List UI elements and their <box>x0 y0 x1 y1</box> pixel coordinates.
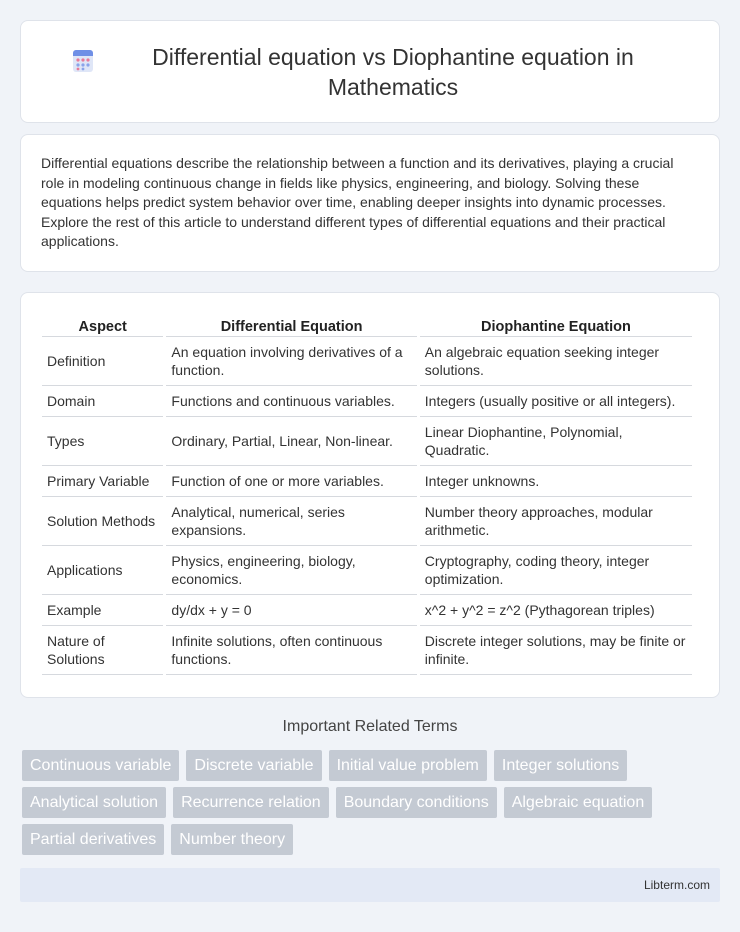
tag-continuous-variable[interactable]: Continuous variable <box>22 750 179 781</box>
table-row <box>42 466 692 497</box>
tag-algebraic-equation[interactable]: Algebraic equation <box>504 787 653 818</box>
cell-aspect: Definition <box>42 337 163 386</box>
table-row <box>42 626 692 675</box>
table-row <box>42 595 692 626</box>
footer-site-link[interactable]: Libterm.com <box>643 878 710 892</box>
table-row <box>42 546 692 595</box>
tag-initial-value-problem[interactable]: Initial value problem <box>329 750 487 781</box>
cell-aspect: Applications <box>42 546 163 595</box>
cell-differential: Infinite solutions, often continuous functions. <box>166 626 416 675</box>
cell-aspect: Types <box>42 417 163 466</box>
cell-diophantine: Cryptography, coding theory, integer optimization. <box>420 546 692 595</box>
tag-number-theory[interactable]: Number theory <box>171 824 293 855</box>
cell-aspect: Nature of Solutions <box>42 626 163 675</box>
tag-boundary-conditions[interactable]: Boundary conditions <box>336 787 497 818</box>
cell-diophantine: Linear Diophantine, Polynomial, Quadratic. <box>420 417 692 466</box>
table-row <box>42 337 692 386</box>
cell-aspect: Domain <box>42 386 163 417</box>
cell-differential: Functions and continuous variables. <box>166 386 416 417</box>
cell-differential: Function of one or more variables. <box>166 466 416 497</box>
tag-recurrence-relation[interactable]: Recurrence relation <box>173 787 329 818</box>
cell-diophantine: Discrete integer solutions, may be finite or infinite. <box>420 626 692 675</box>
header-diophantine: Diophantine Equation <box>420 313 692 337</box>
comparison-card <box>20 292 720 698</box>
cell-diophantine: Integers (usually positive or all integers). <box>420 386 692 417</box>
tag-discrete-variable[interactable]: Discrete variable <box>186 750 321 781</box>
cell-aspect: Primary Variable <box>42 466 163 497</box>
cell-diophantine: An algebraic equation seeking integer solutions. <box>420 337 692 386</box>
cell-differential: Analytical, numerical, series expansions. <box>166 497 416 546</box>
table-header-row <box>42 313 692 337</box>
title-wrap <box>70 42 670 102</box>
header-aspect: Aspect <box>42 313 163 337</box>
header-differential: Differential Equation <box>166 313 416 337</box>
cell-differential: An equation involving derivatives of a function. <box>166 337 416 386</box>
cell-differential: Ordinary, Partial, Linear, Non-linear. <box>166 417 416 466</box>
cell-aspect: Example <box>42 595 163 626</box>
document-icon <box>70 48 96 74</box>
intro-paragraph: Differential equations describe the relationship between a function and its derivatives, playing a crucial role in modeling continuous change in fields like physics, engineering, and biology. Solving these equations helps predict system behavior over time, enabling deeper insights into dynamic processes. Explore the rest of this article to understand different types of differential equations and their practical applications. <box>41 155 674 249</box>
cell-diophantine: Number theory approaches, modular arithmetic. <box>420 497 692 546</box>
cell-differential: dy/dx + y = 0 <box>166 595 416 626</box>
table-row <box>42 417 692 466</box>
footer <box>20 868 720 902</box>
tag-integer-solutions[interactable]: Integer solutions <box>494 750 627 781</box>
cell-diophantine: x^2 + y^2 = z^2 (Pythagorean triples) <box>420 595 692 626</box>
intro-card <box>20 134 720 272</box>
cell-diophantine: Integer unknowns. <box>420 466 692 497</box>
comparison-table <box>39 313 695 675</box>
related-terms-list <box>22 750 712 861</box>
table-row <box>42 497 692 546</box>
cell-aspect: Solution Methods <box>42 497 163 546</box>
related-terms-title: Important Related Terms <box>282 718 458 735</box>
tag-analytical-solution[interactable]: Analytical solution <box>22 787 166 818</box>
page-title: Differential equation vs Diophantine equation in Mathematics <box>152 43 634 100</box>
table-row <box>42 386 692 417</box>
cell-differential: Physics, engineering, biology, economics. <box>166 546 416 595</box>
tag-partial-derivatives[interactable]: Partial derivatives <box>22 824 164 855</box>
title-card <box>20 20 720 123</box>
